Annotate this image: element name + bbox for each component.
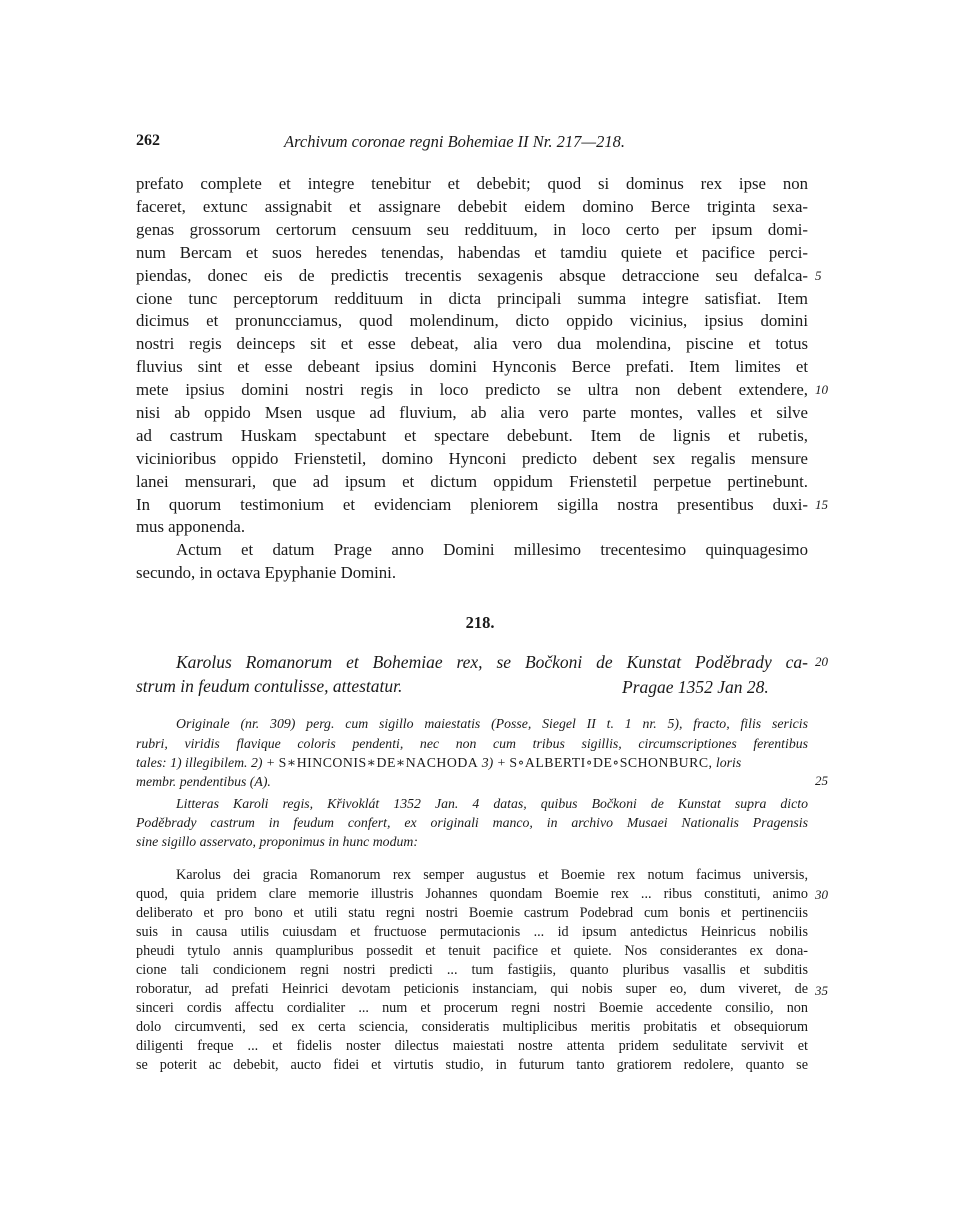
note-segment: loris — [712, 755, 742, 770]
regest-line: strum in feudum contulisse, attestatur. — [136, 676, 403, 696]
note-segment: 3) + — [478, 755, 510, 770]
charter-line: diligenti freque ... et fidelis noster dilectus maiestati nostre attenta pridem sedulitate servivit et — [136, 1038, 808, 1054]
charter-line: se poterit ac debebit, aucto fidei et virtutis studio, in futurum tanto gratiorem redolere, quanto se — [136, 1057, 808, 1073]
text-line: mus apponenda. — [136, 517, 246, 536]
text-line: vicinioribus oppido Frienstetil, domino Hynconi predicto debent sex regalis mensure — [136, 449, 808, 468]
margin-line-number: 35 — [815, 983, 828, 998]
place-date: Pragae 1352 Jan 28. — [622, 677, 769, 697]
note-line: sine sigillo asservato, proponimus in hunc modum: — [136, 834, 418, 849]
text-line: num Bercam et suos heredes tenendas, habendas et tamdiu quiete et pacifice perci- — [136, 243, 808, 262]
dating-line: Actum et datum Prage anno Domini millesimo trecentesimo quinquagesimo — [176, 540, 808, 559]
note-line: Poděbrady castrum in feudum confert, ex originali manco, in archivo Musaei Nationalis Pragensis — [136, 815, 808, 830]
margin-line-number: 30 — [815, 887, 828, 902]
text-line: fluvius sint et esse debeant ipsius domini Hynconis Berce prefati. Item limites et — [136, 357, 808, 376]
charter-line: Karolus dei gracia Romanorum rex semper augustus et Boemie rex notum facimus universis, — [176, 867, 808, 883]
text-line: genas grossorum certorum censuum seu reddituum, in loco certo per ipsum domi- — [136, 220, 808, 239]
note-line — [136, 753, 808, 772]
text-line: lanei mensurari, que ad ipsum et dictum oppidum Frienstetil perpetue pertinebunt. — [136, 472, 808, 491]
text-line: cione tunc perceptorum reddituum in dicta principali summa integre satisfiat. Item — [136, 289, 808, 308]
text-line: nisi ab oppido Msen usque ad fluvium, ab alia vero parte montes, valles et silve — [136, 403, 808, 422]
page-header — [136, 132, 808, 156]
margin-line-number: 5 — [815, 268, 822, 283]
seal-inscription: S∘ALBERTI∘DE∘SCHONBURC, — [509, 755, 713, 770]
margin-line-number: 25 — [815, 773, 828, 788]
regest-line: Karolus Romanorum et Bohemiae rex, se Bočkoni de Kunstat Poděbrady ca- — [176, 652, 808, 672]
running-title: Archivum coronae regni Bohemiae II Nr. 217—218. — [284, 132, 625, 151]
charter-line: cione tali condicionem regni nostri predicti ... tum fastigiis, quanto pluribus vasallis et subditis — [136, 962, 808, 978]
charter-line: pheudi tytulo annis quampluribus possedit et tenuit pacifice et quiete. Nos considerantes ex dona- — [136, 943, 808, 959]
note-line: Originale (nr. 309) perg. cum sigillo maiestatis (Posse, Siegel II t. 1 nr. 5), fracto, filis sericis — [176, 716, 808, 731]
note-line: rubri, viridis flavique coloris pendenti, nec non cum tribus sigillis, circumscriptiones ferentibus — [136, 736, 808, 751]
text-line: prefato complete et integre tenebitur et debebit; quod si dominus rex ipse non — [136, 174, 808, 193]
charter-line: sinceri cordis affectu cordialiter ... num et procerum regni nostri Boemie accedente consilio, non — [136, 1000, 808, 1016]
charter-line: roboratur, ad prefati Heinrici devotam peticionis instanciam, qui nobis super eo, dum viveret, de — [136, 981, 808, 997]
text-line: In quorum testimonium et evidenciam pleniorem sigilla nostra presentibus duxi- — [136, 495, 808, 514]
note-line: membr. pendentibus (A). — [136, 774, 271, 789]
document-number: 218. — [465, 613, 495, 632]
seal-inscription: S∗HINCONIS∗DE∗NACHODA — [278, 755, 479, 770]
page-number: 262 — [136, 132, 160, 149]
charter-line: quod, quia pridem clare memorie illustris Johannes quondam Boemie rex ... ribus constituti, animo — [136, 886, 808, 902]
margin-line-number: 10 — [815, 382, 828, 397]
margin-line-number: 20 — [815, 654, 828, 669]
charter-line: suis in causa utilis cuiusdam et fructuose permutacionis ... id ipsum antedictus Heinricus nobilis — [136, 924, 808, 940]
note-segment: tales: 1) illegibilem. 2) + — [136, 755, 279, 770]
text-line: piendas, donec eis de predictis trecentis sexagenis absque detraccione seu defalca- — [136, 266, 808, 285]
text-line: nostri regis deinceps sit et esse debeat, alia vero dua molendina, piscine et totus — [136, 334, 808, 353]
text-line: ad castrum Huskam spectabunt et spectare debebunt. Item de lignis et rubetis, — [136, 426, 808, 445]
charter-line: dolo circumventi, sed ex certa sciencia, consideratis multiplicibus meritis probitatis et obsequiorum — [136, 1019, 808, 1035]
dating-line: secundo, in octava Epyphanie Domini. — [136, 563, 397, 582]
text-line: faceret, extunc assignabit et assignare debebit eidem domino Berce triginta sexa- — [136, 197, 808, 216]
margin-line-number: 15 — [815, 497, 828, 512]
text-line: dicimus et pronuncciamus, quod molendinum, dicto oppido vicinius, ipsius domini — [136, 311, 808, 330]
note-line: Litteras Karoli regis, Křivoklát 1352 Jan. 4 datas, quibus Bočkoni de Kunstat supra dicto — [176, 796, 808, 811]
text-line: mete ipsius domini nostri regis in loco predicto se ultra non debent extendere, — [136, 380, 808, 399]
charter-line: deliberato et pro bono et utili statu regni nostri Boemie castrum Podebrad cum bonis et pertinenciis — [136, 905, 808, 921]
